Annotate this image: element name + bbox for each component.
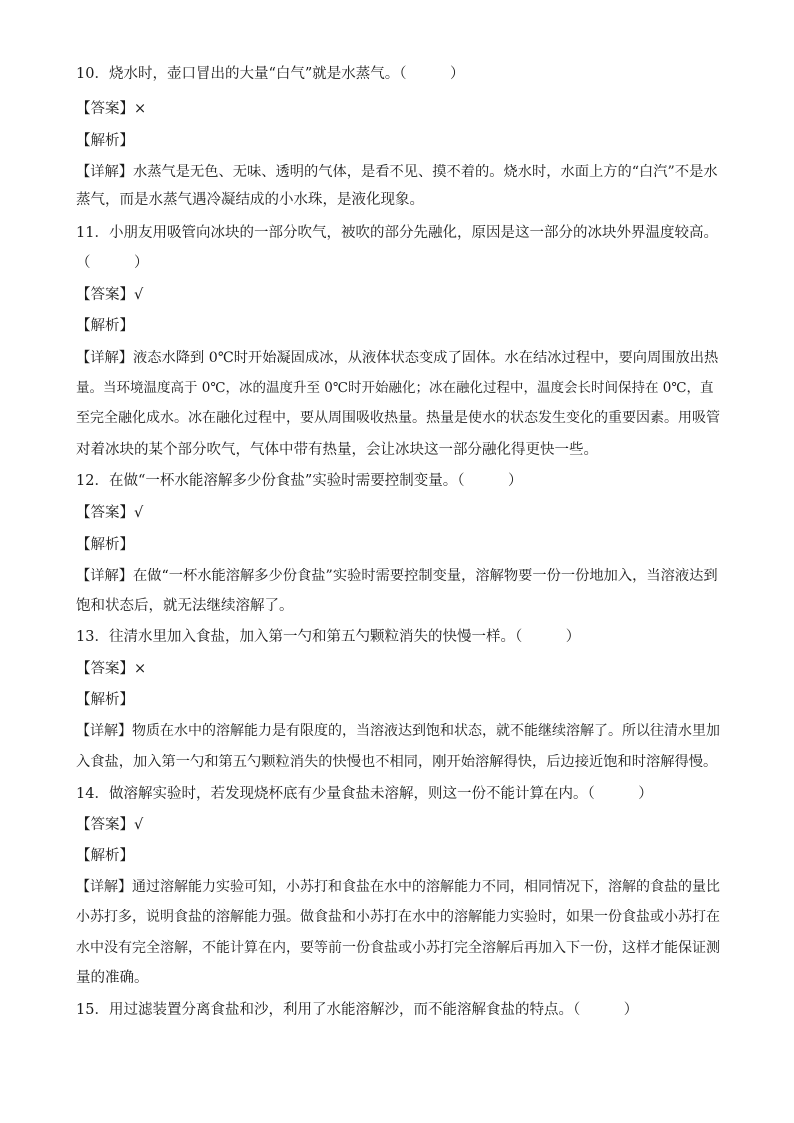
detail-11-line-2: 量。当环境温度高于 0℃，冰的温度升至 0℃时开始融化；冰在融化过程中，温度会长时间保持在 0℃，直 bbox=[76, 380, 714, 396]
detail-12-line-2: 饱和状态后，就无法继续溶解了。 bbox=[76, 598, 294, 614]
detail-12-line-1: 【详解】在做“一杯水能溶解多少份食盐”实验时需要控制变量，溶解物要一份一份地加入，当溶液达到 bbox=[76, 568, 718, 584]
question-13: 13．往清水里加入食盐，加入第一勺和第五勺颗粒消失的快慢一样。（ ） bbox=[76, 629, 581, 645]
answer-10: 【答案】× bbox=[76, 101, 147, 117]
detail-14-line-2: 小苏打多，说明食盐的溶解能力强。做食盐和小苏打在水中的溶解能力实验时，如果一份食盐或小苏打在 bbox=[76, 909, 720, 925]
detail-13-line-2: 入食盐，加入第一勺和第五勺颗粒消失的快慢也不相同，刚开始溶解得快，后边接近饱和时溶解得慢。 bbox=[76, 754, 718, 770]
detail-10-line-1: 【详解】水蒸气是无色、无味、透明的气体，是看不见、摸不着的。烧水时，水面上方的“白汽”不是水 bbox=[76, 164, 718, 180]
detail-11-line-3: 至完全融化成水。冰在融化过程中，要从周围吸收热量。热量是使水的状态发生变化的重要因素。用吸管 bbox=[76, 410, 720, 426]
question-15: 15．用过滤装置分离食盐和沙，利用了水能溶解沙，而不能溶解食盐的特点。（ ） bbox=[76, 1002, 639, 1018]
detail-13-line-1: 【详解】物质在水中的溶解能力是有限度的，当溶液达到饱和状态，就不能继续溶解了。所以往清水里加 bbox=[76, 723, 720, 739]
analysis-label-11: 【解析】 bbox=[76, 318, 134, 334]
question-11: 11．小朋友用吸管向冰块的一部分吹气，被吹的部分先融化，原因是这一部分的冰块外界温度较高。 bbox=[76, 225, 718, 241]
detail-10-line-2: 蒸气，而是水蒸气遇冷凝结成的小水珠，是液化现象。 bbox=[76, 192, 424, 208]
answer-12: 【答案】√ bbox=[76, 505, 144, 521]
detail-14-line-4: 量的准确。 bbox=[76, 970, 149, 986]
question-12: 12．在做“一杯水能溶解多少份食盐”实验时需要控制变量。（ ） bbox=[76, 473, 523, 489]
question-11-cont: （ ） bbox=[76, 255, 149, 271]
question-14: 14．做溶解实验时，若发现烧杯底有少量食盐未溶解，则这一份不能计算在内。（ ） bbox=[76, 786, 653, 802]
question-10: 10．烧水时，壶口冒出的大量“白气”就是水蒸气。（ ） bbox=[76, 66, 465, 82]
answer-11: 【答案】√ bbox=[76, 287, 144, 303]
answer-13: 【答案】× bbox=[76, 661, 147, 677]
analysis-label-12: 【解析】 bbox=[76, 537, 134, 553]
detail-14-line-1: 【详解】通过溶解能力实验可知，小苏打和食盐在水中的溶解能力不同，相同情况下，溶解的食盐的量比 bbox=[76, 879, 720, 895]
analysis-label-14: 【解析】 bbox=[76, 848, 134, 864]
analysis-label-10: 【解析】 bbox=[76, 133, 134, 149]
detail-14-line-3: 水中没有完全溶解，不能计算在内，要等前一份食盐或小苏打完全溶解后再加入下一份，这样才能保证测 bbox=[76, 940, 720, 956]
detail-11-line-4: 对着冰块的某个部分吹气，气体中带有热量，会让冰块这一部分融化得更快一些。 bbox=[76, 442, 598, 458]
answer-14: 【答案】√ bbox=[76, 817, 144, 833]
detail-11-line-1: 【详解】液态水降到 0℃时开始凝固成冰，从液体状态变成了固体。水在结冰过程中，要向周围放出热 bbox=[76, 350, 719, 366]
analysis-label-13: 【解析】 bbox=[76, 692, 134, 708]
